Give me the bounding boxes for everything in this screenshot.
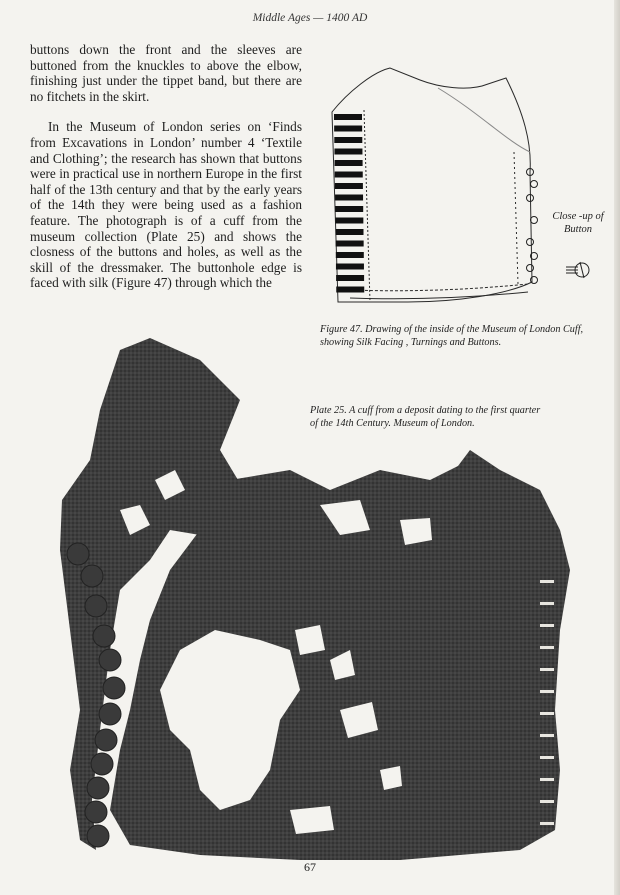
running-head: Middle Ages — 1400 AD	[252, 12, 368, 24]
page-number: 67	[304, 860, 316, 874]
paragraph: buttons down the front and the sleeves are buttoned from the knuckles to above the elbow, finishing just under the tippet band, but there are no fitchets in the skirt.	[30, 42, 302, 104]
close-up-callout: Close -up of Button	[552, 211, 604, 235]
body-text	[30, 42, 302, 291]
paragraph: In the Museum of London series on ‘Finds from Excavations in London’ number 4 ‘Textile and Clothing’; the research has shown that buttons were in practical use in northern Europe in the first half of the 13th century and that by the early years of the 14th they were being used as a fashion feature. The photograph is of a cuff from the museum collection (Plate 25) and shows the closness of the buttons and holes, as well as the skill of the dressmaker. The buttonhole edge is faced with silk (Figure 47) through which the	[30, 119, 302, 291]
figure-47-drawing	[318, 52, 608, 320]
plate-25-caption: Plate 25. A cuff from a deposit dating to the first quarter of the 14th Century. Museum of London.	[310, 405, 541, 429]
figure-47-caption: Figure 47. Drawing of the inside of the Museum of London Cuff, showing Silk Facing , Turnings and Buttons.	[320, 324, 584, 348]
